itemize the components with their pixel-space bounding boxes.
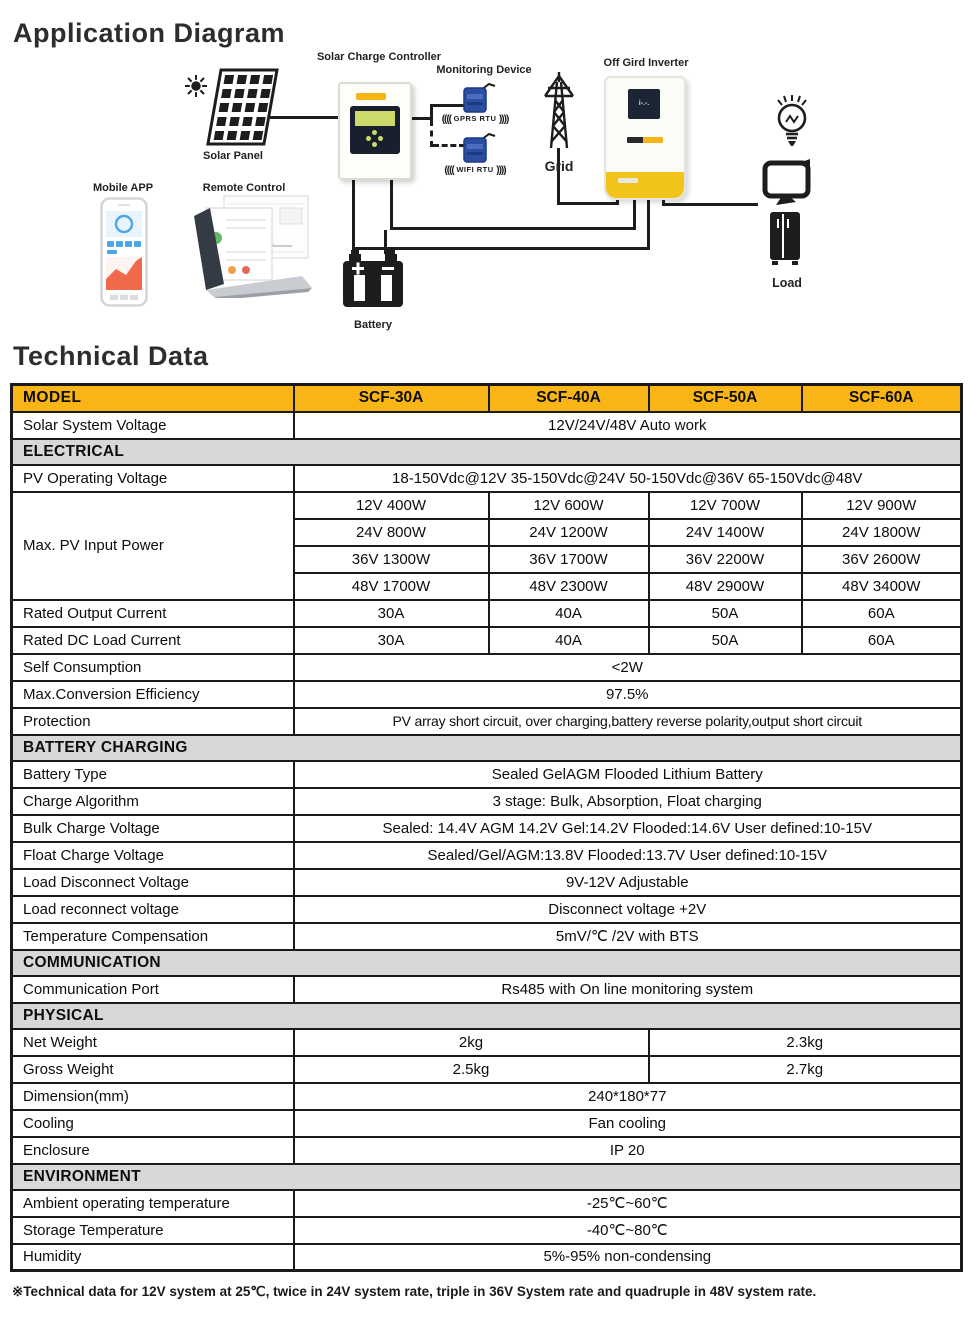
charge-controller-icon bbox=[338, 82, 412, 180]
section-row-communication bbox=[12, 950, 962, 976]
fridge-icon bbox=[768, 210, 804, 266]
spec-label: Solar System Voltage bbox=[12, 412, 294, 439]
spec-value: 40A bbox=[489, 627, 649, 654]
spec-value: 48V 1700W bbox=[294, 573, 489, 600]
wave-left: (((( bbox=[441, 114, 452, 125]
spec-row-net-weight bbox=[12, 1029, 962, 1056]
spec-value: 48V 3400W bbox=[802, 573, 962, 600]
remote-control-label: Remote Control bbox=[202, 182, 286, 194]
spec-table bbox=[10, 383, 963, 1272]
spec-value: 2.3kg bbox=[649, 1029, 962, 1056]
spec-value: 12V 700W bbox=[649, 492, 802, 519]
spec-label: Humidity bbox=[12, 1244, 294, 1271]
mobile-app-label: Mobile APP bbox=[92, 182, 154, 194]
spec-row-communication-port bbox=[12, 976, 962, 1003]
spec-row-charge-algorithm bbox=[12, 788, 962, 815]
spec-value: IP 20 bbox=[294, 1137, 962, 1164]
spec-label: Ambient operating temperature bbox=[12, 1190, 294, 1217]
wave-left: (((( bbox=[444, 165, 454, 176]
spec-label: Float Charge Voltage bbox=[12, 842, 294, 869]
spec-value: 24V 800W bbox=[294, 519, 489, 546]
spec-value: 30A bbox=[294, 600, 489, 627]
spec-row-bulk-charge-voltage bbox=[12, 815, 962, 842]
battery-icon bbox=[341, 250, 405, 316]
spec-label: Net Weight bbox=[12, 1029, 294, 1056]
mobile-app-icon bbox=[100, 197, 148, 307]
grid-tower-icon bbox=[535, 70, 583, 150]
spec-value: <2W bbox=[294, 654, 962, 681]
spec-row-storage-temperature bbox=[12, 1217, 962, 1244]
spec-row-dimension bbox=[12, 1083, 962, 1110]
spec-value: 48V 2300W bbox=[489, 573, 649, 600]
spec-value: 24V 1200W bbox=[489, 519, 649, 546]
spec-row-max-pv-input-power-12v bbox=[12, 492, 962, 519]
controller-buttons bbox=[366, 130, 384, 148]
section-row-physical bbox=[12, 1003, 962, 1029]
controller-lcd bbox=[350, 106, 400, 154]
wire-inverter-load-across bbox=[662, 203, 758, 206]
spec-value: Sealed/Gel/AGM:13.8V Flooded:13.7V User defined:10-15V bbox=[294, 842, 962, 869]
spec-value: -40℃~80℃ bbox=[294, 1217, 962, 1244]
spec-value: 36V 2600W bbox=[802, 546, 962, 573]
wifi-rtu-label bbox=[433, 165, 517, 176]
spec-label: Load reconnect voltage bbox=[12, 896, 294, 923]
spec-value: Sealed GelAGM Flooded Lithium Battery bbox=[294, 761, 962, 788]
wire-inverter-stub-1 bbox=[633, 198, 636, 230]
wire-inverter-stub-2 bbox=[647, 198, 650, 250]
wire-controller-battery-1 bbox=[352, 180, 355, 250]
spec-value: PV array short circuit, over charging,battery reverse polarity,output short circuit bbox=[294, 708, 962, 735]
spec-label: Load Disconnect Voltage bbox=[12, 869, 294, 896]
wifi-rtu-text: WIFI RTU bbox=[456, 165, 494, 174]
section-title: BATTERY CHARGING bbox=[12, 735, 962, 761]
application-diagram-title: Application Diagram bbox=[13, 18, 286, 48]
spec-value: 24V 1800W bbox=[802, 519, 962, 546]
spec-value: 12V 400W bbox=[294, 492, 489, 519]
spec-row-humidity bbox=[12, 1244, 962, 1271]
spec-value: Sealed: 14.4V AGM 14.2V Gel:14.2V Flooded:14.6V User defined:10-15V bbox=[294, 815, 962, 842]
wire-to-gprs-rtu bbox=[430, 104, 465, 107]
spec-label: Enclosure bbox=[12, 1137, 294, 1164]
technical-data-title: Technical Data bbox=[13, 341, 209, 371]
spec-value: 60A bbox=[802, 627, 962, 654]
spec-value: 12V 600W bbox=[489, 492, 649, 519]
section-row-electrical bbox=[12, 439, 962, 465]
wifi-rtu-icon bbox=[461, 132, 497, 164]
section-title: ELECTRICAL bbox=[12, 439, 962, 465]
model-header-row bbox=[12, 385, 962, 412]
spec-label: Battery Type bbox=[12, 761, 294, 788]
spec-value: -25℃~60℃ bbox=[294, 1190, 962, 1217]
tv-icon bbox=[762, 158, 812, 206]
inverter-yellow-band bbox=[606, 172, 684, 198]
spec-row-enclosure bbox=[12, 1137, 962, 1164]
footnote: ※Technical data for 12V system at 25℃, twice in 24V system rate, triple in 36V System rate and quadruple in 48V system rate. bbox=[12, 1284, 817, 1299]
battery-label: Battery bbox=[354, 319, 392, 331]
application-diagram bbox=[0, 0, 971, 340]
spec-label: Self Consumption bbox=[12, 654, 294, 681]
inverter-label: Off Gird Inverter bbox=[603, 57, 689, 69]
spec-value: 12V 900W bbox=[802, 492, 962, 519]
spec-row-solar-system-voltage bbox=[12, 412, 962, 439]
section-title: PHYSICAL bbox=[12, 1003, 962, 1029]
model-scf-30a: SCF-30A bbox=[294, 385, 489, 412]
spec-value: 9V-12V Adjustable bbox=[294, 869, 962, 896]
load-label: Load bbox=[772, 276, 802, 290]
section-title: COMMUNICATION bbox=[12, 950, 962, 976]
spec-label: Temperature Compensation bbox=[12, 923, 294, 950]
spec-label: Max. PV Input Power bbox=[12, 492, 294, 600]
spec-row-temperature-compensation bbox=[12, 923, 962, 950]
spec-label: Communication Port bbox=[12, 976, 294, 1003]
spec-value: 2kg bbox=[294, 1029, 649, 1056]
spec-value: Rs485 with On line monitoring system bbox=[294, 976, 962, 1003]
wave-right: )))) bbox=[498, 114, 509, 125]
spec-value: 12V/24V/48V Auto work bbox=[294, 412, 962, 439]
spec-label: PV Operating Voltage bbox=[12, 465, 294, 492]
spec-value: 50A bbox=[649, 600, 802, 627]
wire-controller-battery-2 bbox=[390, 180, 393, 230]
spec-row-gross-weight bbox=[12, 1056, 962, 1083]
spec-label: Dimension(mm) bbox=[12, 1083, 294, 1110]
spec-row-load-reconnect-voltage bbox=[12, 896, 962, 923]
remote-control-icon bbox=[180, 194, 312, 298]
spec-value: 5%-95% non-condensing bbox=[294, 1244, 962, 1271]
spec-label: Rated Output Current bbox=[12, 600, 294, 627]
spec-label: Rated DC Load Current bbox=[12, 627, 294, 654]
spec-value: 50A bbox=[649, 627, 802, 654]
spec-value: 3 stage: Bulk, Absorption, Float charging bbox=[294, 788, 962, 815]
inverter-screen: i-.-. bbox=[628, 89, 660, 119]
spec-value: 2.7kg bbox=[649, 1056, 962, 1083]
model-scf-40a: SCF-40A bbox=[489, 385, 649, 412]
spec-value: 36V 2200W bbox=[649, 546, 802, 573]
spec-value: 24V 1400W bbox=[649, 519, 802, 546]
spec-row-rated-dc-load-current bbox=[12, 627, 962, 654]
spec-row-rated-output-current bbox=[12, 600, 962, 627]
monitoring-device-label: Monitoring Device bbox=[436, 64, 532, 76]
spec-value: 60A bbox=[802, 600, 962, 627]
model-header: MODEL bbox=[12, 385, 294, 412]
spec-value: 18-150Vdc@12V 35-150Vdc@24V 50-150Vdc@36V 65-150Vdc@48V bbox=[294, 465, 962, 492]
spec-row-self-consumption bbox=[12, 654, 962, 681]
solar-panel-label: Solar Panel bbox=[203, 150, 263, 162]
spec-value: 36V 1300W bbox=[294, 546, 489, 573]
model-scf-50a: SCF-50A bbox=[649, 385, 802, 412]
wire-grid-down bbox=[557, 148, 560, 205]
spec-label: Protection bbox=[12, 708, 294, 735]
spec-label: Max.Conversion Efficiency bbox=[12, 681, 294, 708]
spec-label: Bulk Charge Voltage bbox=[12, 815, 294, 842]
wire-battery-inverter-upper bbox=[390, 227, 636, 230]
spec-value: 40A bbox=[489, 600, 649, 627]
spec-row-protection bbox=[12, 708, 962, 735]
spec-value: Fan cooling bbox=[294, 1110, 962, 1137]
spec-row-load-disconnect-voltage bbox=[12, 869, 962, 896]
controller-screen bbox=[355, 111, 395, 126]
spec-row-float-charge-voltage bbox=[12, 842, 962, 869]
light-bulb-icon bbox=[770, 92, 814, 152]
off-grid-inverter-icon bbox=[604, 76, 686, 200]
gprs-rtu-icon bbox=[461, 82, 497, 114]
solar-panel-icon bbox=[183, 66, 281, 152]
spec-label: Storage Temperature bbox=[12, 1217, 294, 1244]
spec-row-battery-type bbox=[12, 761, 962, 788]
gprs-rtu-text: GPRS RTU bbox=[453, 114, 497, 123]
spec-row-ambient-temperature bbox=[12, 1190, 962, 1217]
controller-logo bbox=[356, 93, 386, 100]
spec-row-cooling bbox=[12, 1110, 962, 1137]
spec-value: 240*180*77 bbox=[294, 1083, 962, 1110]
grid-label: Grid bbox=[544, 158, 574, 174]
spec-label: Charge Algorithm bbox=[12, 788, 294, 815]
spec-row-pv-operating-voltage bbox=[12, 465, 962, 492]
spec-value: 5mV/℃ /2V with BTS bbox=[294, 923, 962, 950]
spec-value: 97.5% bbox=[294, 681, 962, 708]
spec-value: 36V 1700W bbox=[489, 546, 649, 573]
section-title: ENVIRONMENT bbox=[12, 1164, 962, 1190]
wave-right: )))) bbox=[496, 165, 506, 176]
spec-row-max-conversion-efficiency bbox=[12, 681, 962, 708]
gprs-rtu-label bbox=[433, 114, 517, 125]
spec-label: Cooling bbox=[12, 1110, 294, 1137]
spec-value: 2.5kg bbox=[294, 1056, 649, 1083]
inverter-logo bbox=[627, 137, 663, 143]
spec-value: 48V 2900W bbox=[649, 573, 802, 600]
wire-grid-across bbox=[557, 202, 619, 205]
spec-label: Gross Weight bbox=[12, 1056, 294, 1083]
spec-value: 30A bbox=[294, 627, 489, 654]
spec-value: Disconnect voltage +2V bbox=[294, 896, 962, 923]
model-scf-60a: SCF-60A bbox=[802, 385, 962, 412]
controller-label: Solar Charge Controller bbox=[316, 51, 442, 63]
section-row-environment bbox=[12, 1164, 962, 1190]
section-row-battery-charging bbox=[12, 735, 962, 761]
